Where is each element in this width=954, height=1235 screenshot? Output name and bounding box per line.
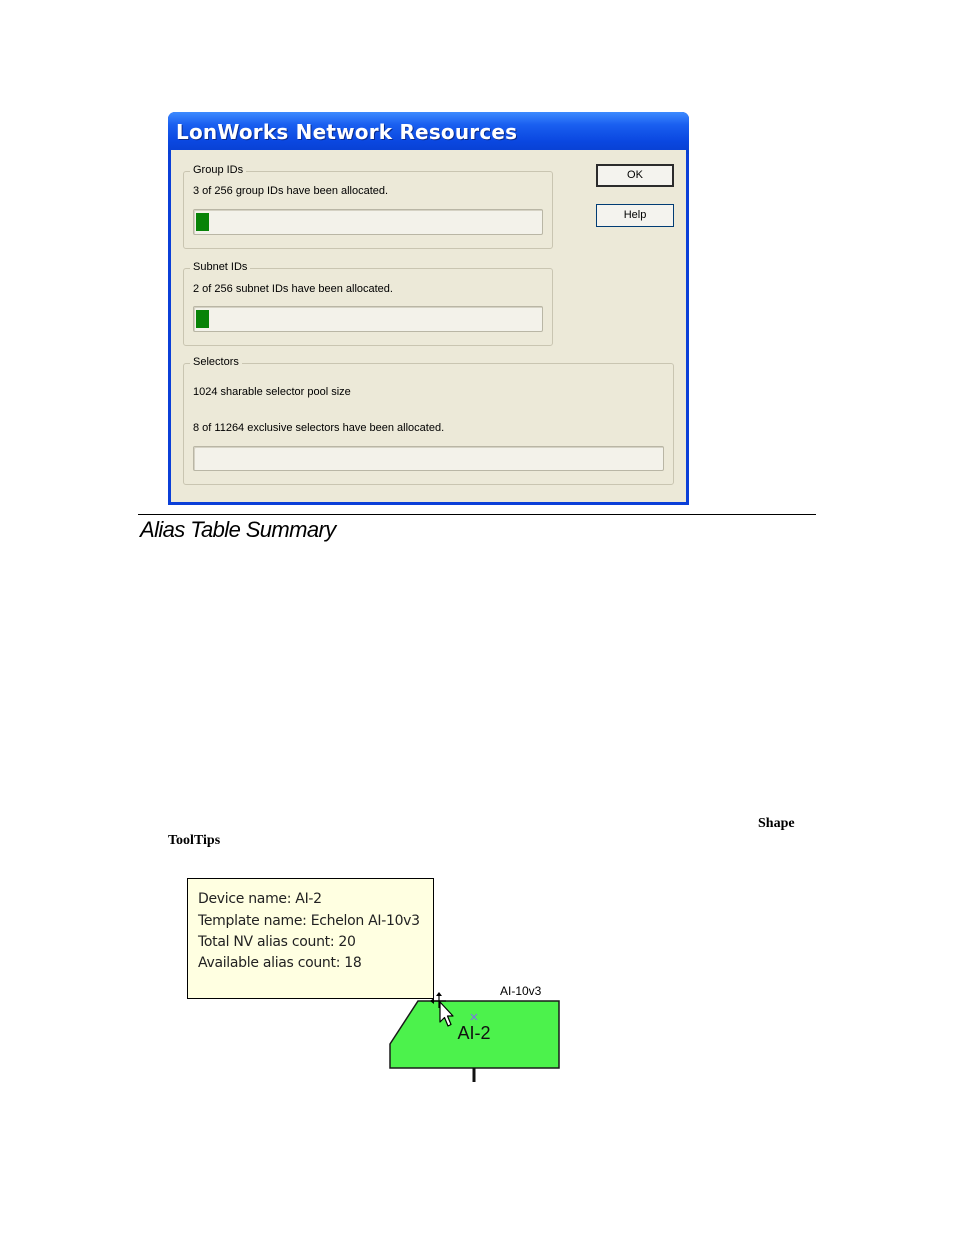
group-ids-progress-fill <box>196 213 209 231</box>
selectors-legend: Selectors <box>190 356 242 368</box>
subnet-ids-text: 2 of 256 subnet IDs have been allocated. <box>193 283 393 295</box>
tooltips-bold-word: ToolTips <box>168 833 221 848</box>
shape-bold-word: Shape <box>758 816 795 831</box>
subnet-ids-progress-bar <box>193 306 543 332</box>
device-template-label: AI-10v3 <box>500 984 542 998</box>
device-tooltip <box>187 878 434 999</box>
network-resources-dialog <box>168 112 689 505</box>
group-ids-groupbox <box>183 164 553 249</box>
subnet-ids-groupbox <box>183 261 553 346</box>
subnet-ids-progress-fill <box>196 310 209 328</box>
device-shape[interactable] <box>385 995 565 1087</box>
tooltip-template-name: Template name: Echelon AI-10v3 <box>198 913 420 929</box>
subnet-ids-legend: Subnet IDs <box>190 261 250 273</box>
selectors-groupbox <box>183 356 674 485</box>
group-ids-text: 3 of 256 group IDs have been allocated. <box>193 185 389 197</box>
dialog-titlebar[interactable] <box>168 112 689 154</box>
exclusive-selectors-text: 8 of 11264 exclusive selectors have been allocated. <box>193 422 445 434</box>
tooltip-available-alias-count: Available alias count: 18 <box>198 955 362 971</box>
group-ids-progress-bar <box>193 209 543 235</box>
selectors-progress-bar <box>193 446 664 471</box>
device-shape-name: AI-2 <box>457 1023 491 1043</box>
ok-button[interactable]: OK <box>596 164 674 187</box>
move-cursor-icon <box>426 990 458 1030</box>
group-ids-legend: Group IDs <box>190 164 246 176</box>
dialog-client-area <box>171 150 686 502</box>
selector-pool-text: 1024 sharable selector pool size <box>193 386 351 398</box>
tooltip-total-alias-count: Total NV alias count: 20 <box>198 934 356 950</box>
tooltip-device-name: Device name: AI-2 <box>198 891 322 907</box>
section-divider <box>138 514 816 515</box>
dialog-title: LonWorks Network Resources <box>176 120 518 144</box>
help-button[interactable]: Help <box>596 204 674 227</box>
section-heading: Alias Table Summary <box>140 517 336 542</box>
